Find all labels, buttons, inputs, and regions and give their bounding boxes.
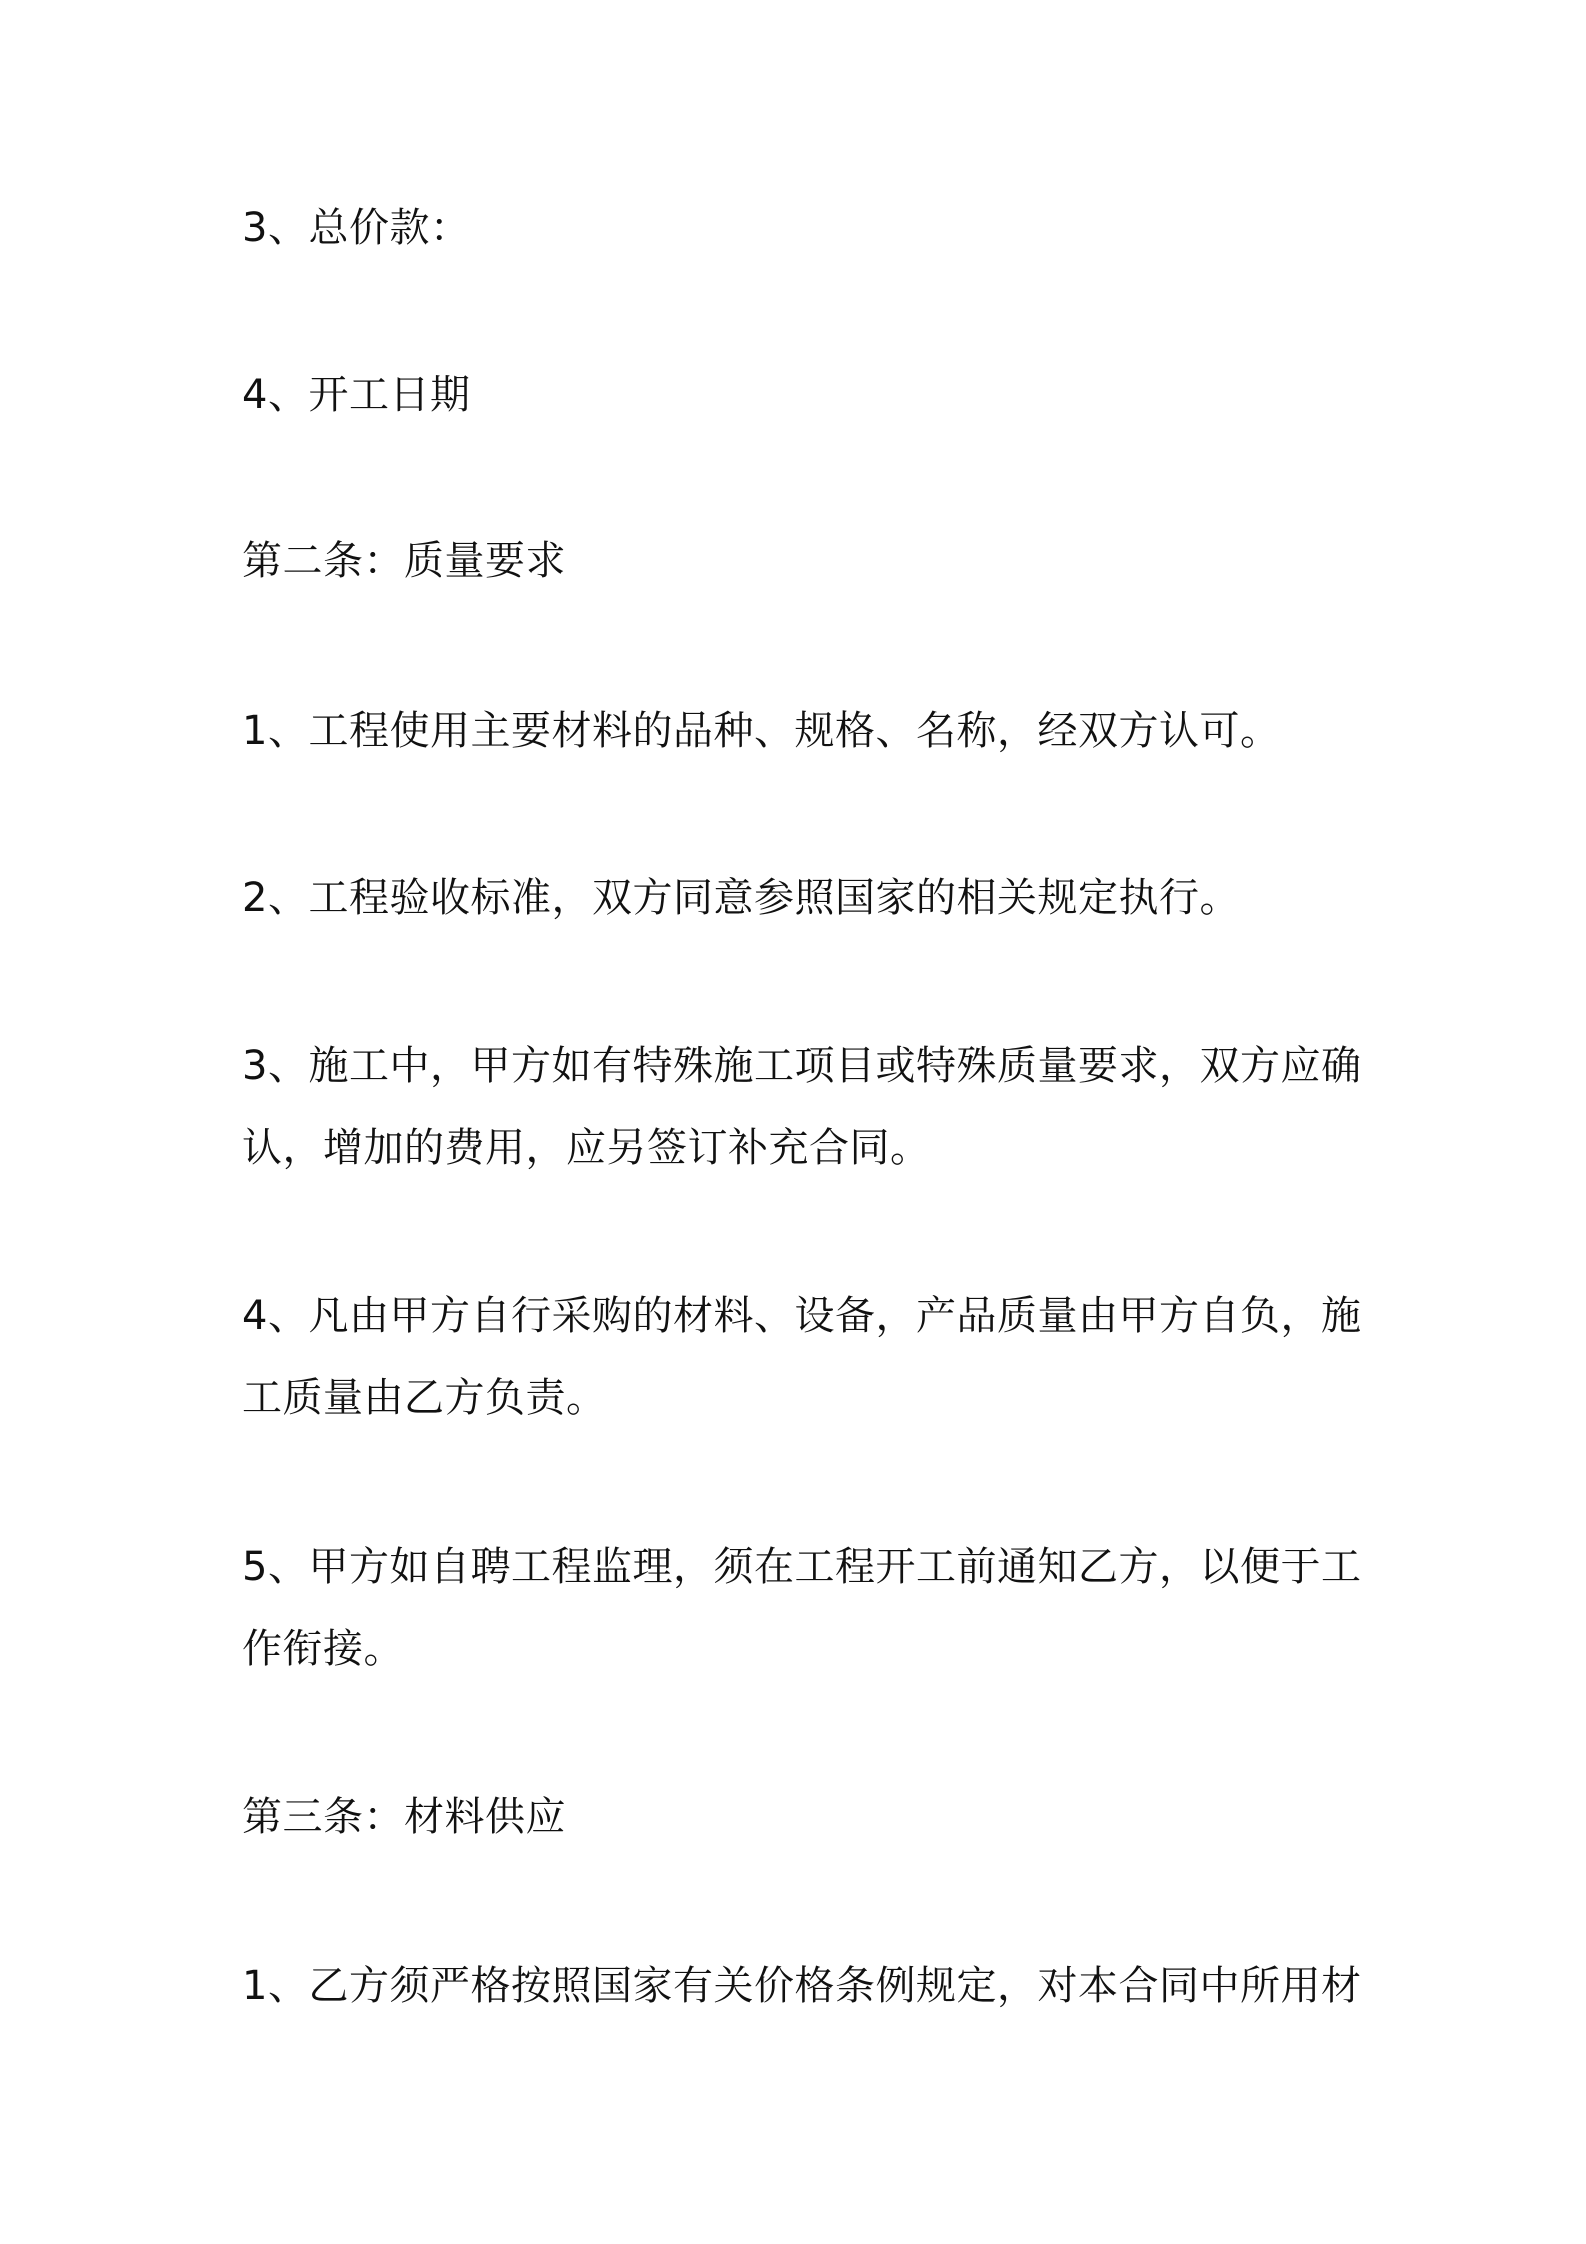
clause-line-supervisor: 5、甲方如自聘工程监理，须在工程开工前通知乙方，以便于工 [242,1544,1362,1590]
clause-line-acceptance-standard: 2、工程验收标准，双方同意参照国家的相关规定执行。 [242,875,1240,921]
clause-line-materials-approval: 1、工程使用主要材料的品种、规格、名称，经双方认可。 [242,708,1281,754]
section-heading-quality: 第二条：质量要求 [242,538,566,584]
clause-line-start-date: 4、开工日期 [242,372,471,418]
clause-line-supervisor-cont: 作衔接。 [242,1626,404,1672]
section-heading-material-supply: 第三条：材料供应 [242,1794,566,1840]
clause-line-self-purchased: 4、凡由甲方自行采购的材料、设备，产品质量由甲方自负，施 [242,1293,1362,1339]
clause-line-self-purchased-cont: 工质量由乙方负责。 [242,1375,607,1421]
clause-line-special-requirements-cont: 认，增加的费用，应另签订补充合同。 [242,1125,931,1171]
clause-line-price-regulations: 1、乙方须严格按照国家有关价格条例规定，对本合同中所用材 [242,1963,1362,2009]
clause-line-special-requirements: 3、施工中，甲方如有特殊施工项目或特殊质量要求，双方应确 [242,1043,1362,1089]
clause-line-total-price: 3、总价款： [242,205,471,251]
